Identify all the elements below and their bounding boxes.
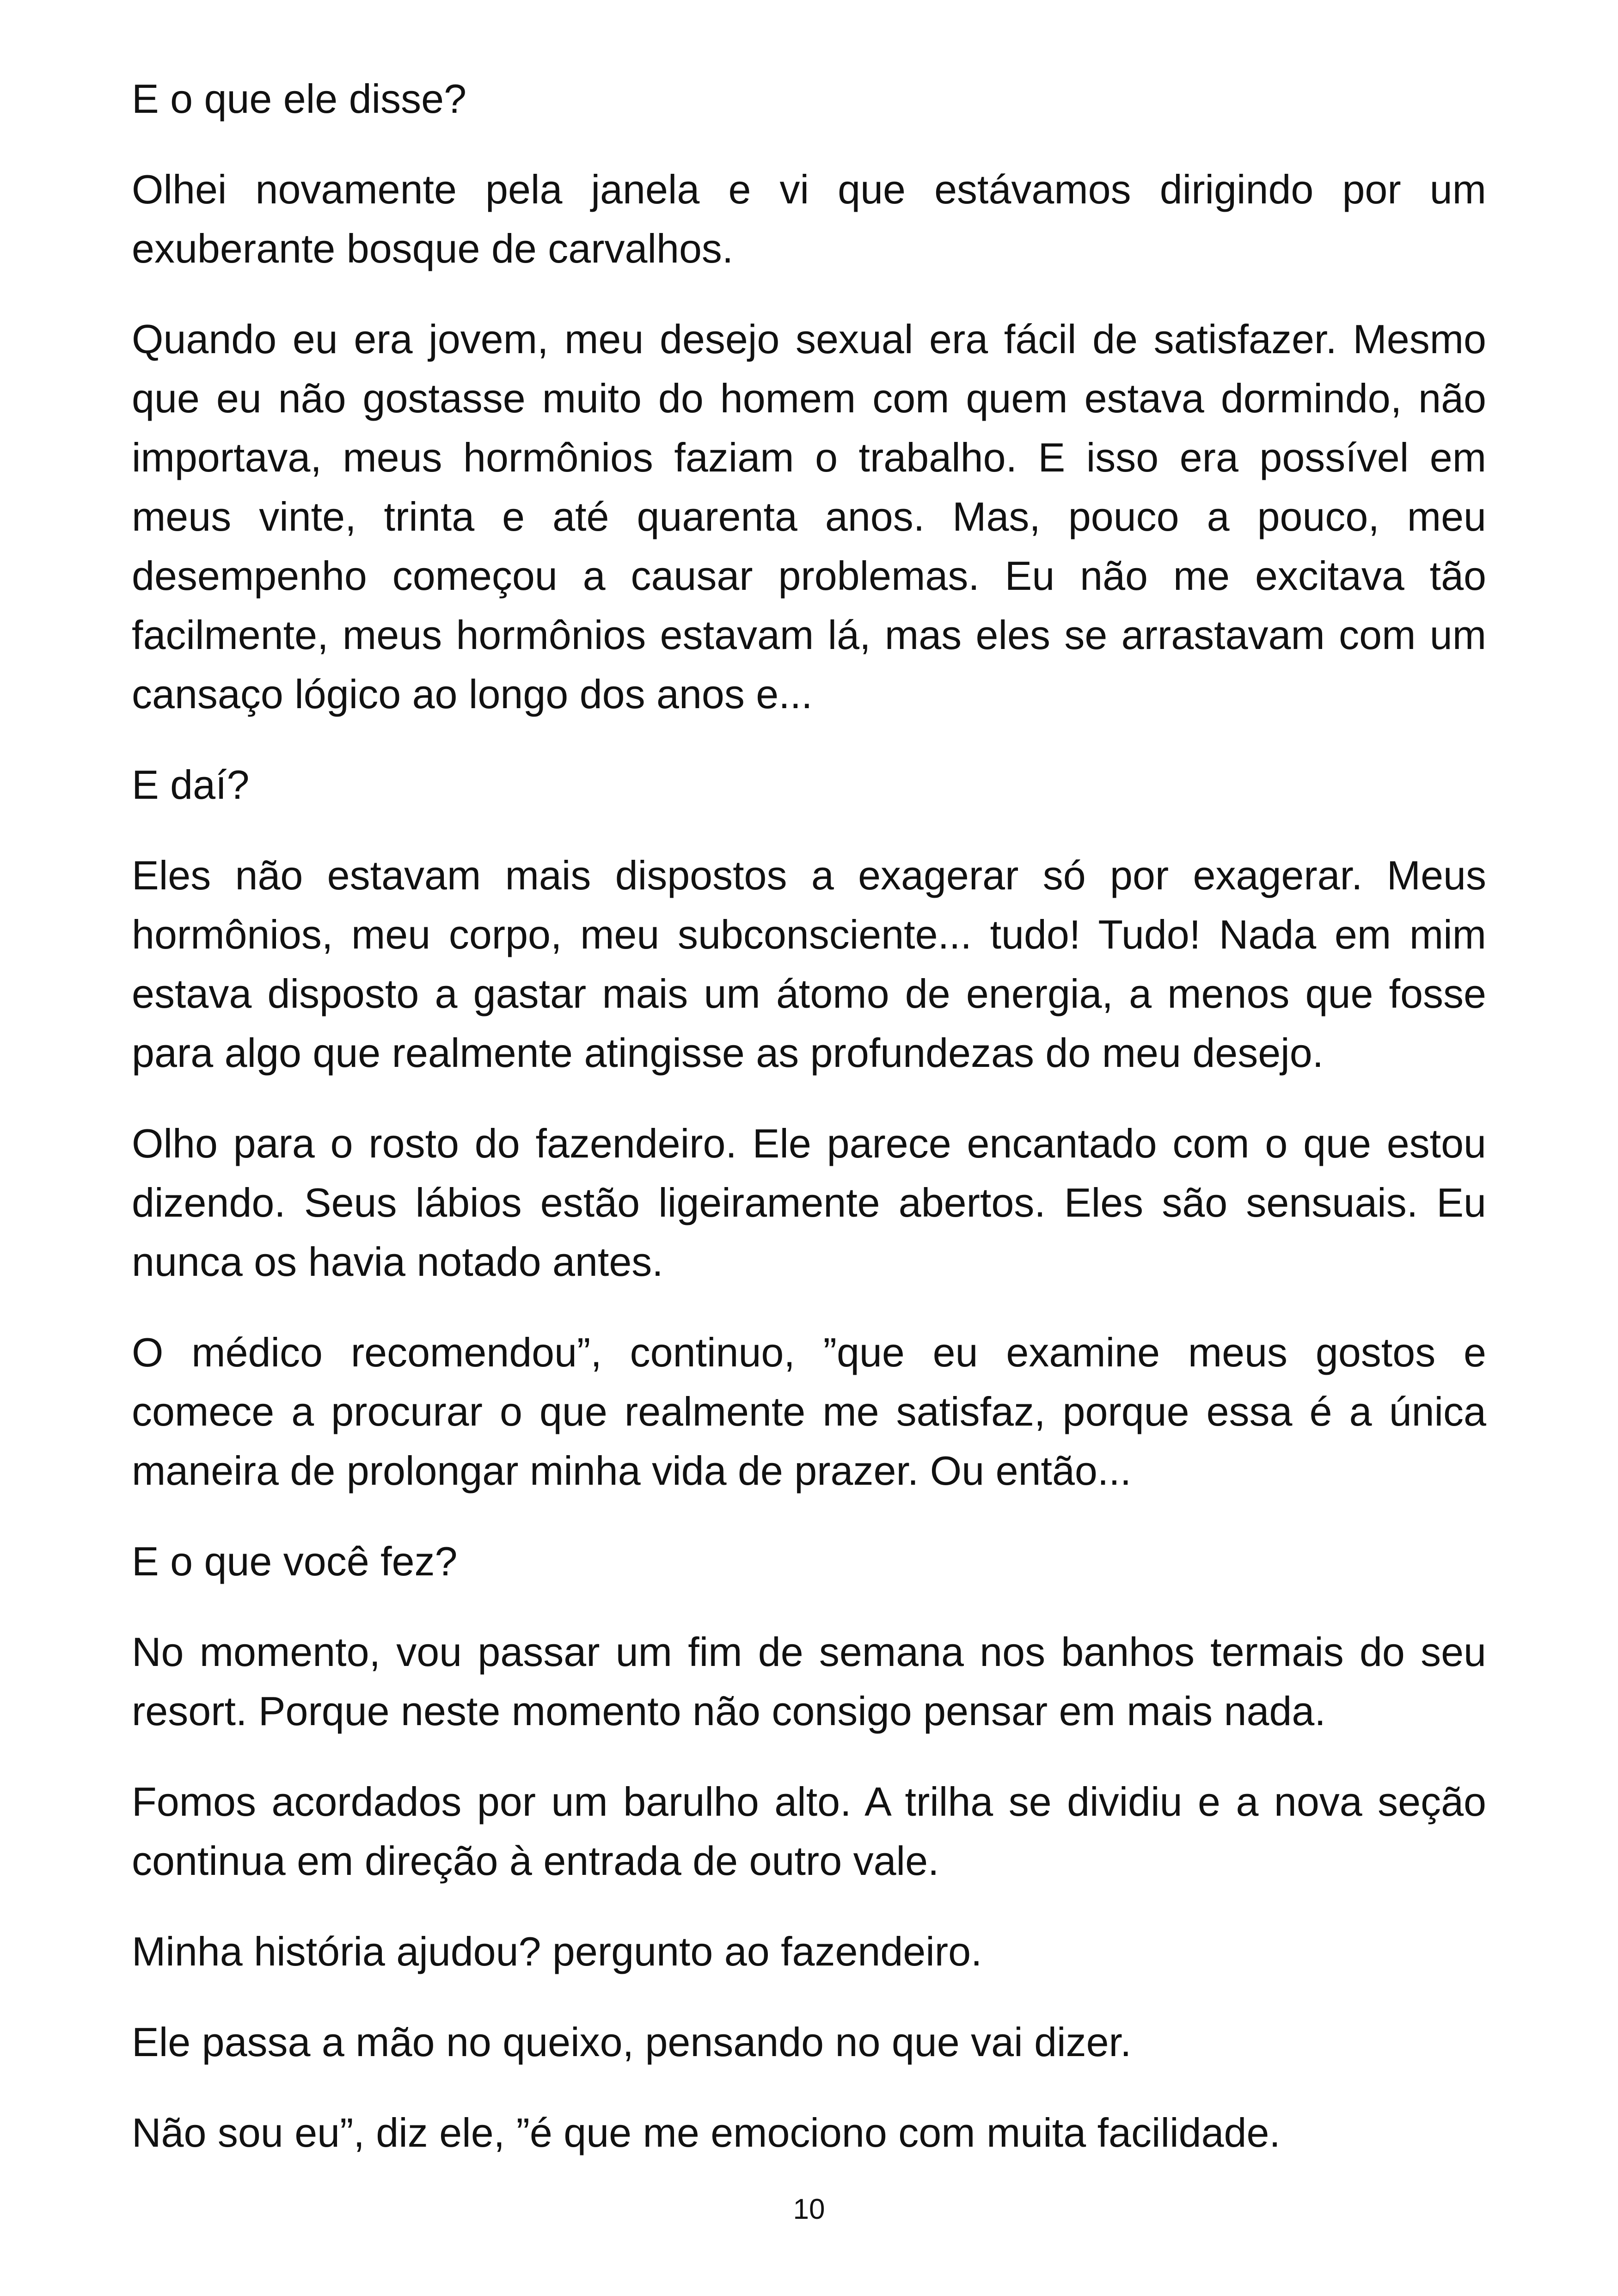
page-number: 10 — [793, 2193, 825, 2225]
paragraph: Olho para o rosto do fazendeiro. Ele parece encantado com o que estou dizendo. Seus lábios estão ligeiramente abertos. Eles são sensuais. Eu nunca os havia notado antes. — [132, 1120, 1486, 1285]
paragraph: O médico recomendou”, continuo, ”que eu examine meus gostos e comece a procurar o que realmente me satisfaz, porque essa é a única maneira de prolongar minha vida de prazer. Ou então... — [132, 1329, 1486, 1494]
paragraph: Ele passa a mão no queixo, pensando no que vai dizer. — [132, 2019, 1132, 2065]
paragraph: No momento, vou passar um fim de semana nos banhos termais do seu resort. Porque neste momento não consigo pensar em mais nada. — [132, 1629, 1486, 1734]
paragraph: Fomos acordados por um barulho alto. A trilha se dividiu e a nova seção continua em direção à entrada de outro vale. — [132, 1779, 1486, 1884]
paragraph: Eles não estavam mais dispostos a exagerar só por exagerar. Meus hormônios, meu corpo, meu subconsciente... tudo! Tudo! Nada em mim estava disposto a gastar mais um átomo de energia, a menos que fosse para algo que realmente atingisse as profundezas do meu desejo. — [132, 852, 1486, 1076]
paragraph: E o que ele disse? — [132, 76, 467, 122]
paragraph: Quando eu era jovem, meu desejo sexual era fácil de satisfazer. Mesmo que eu não gostasse muito do homem com quem estava dormindo, não importava, meus hormônios faziam o trabalho. E isso era possível em meus vinte, trinta e até quarenta anos. Mas, pouco a pouco, meu desempenho começou a causar problemas. Eu não me excitava tão facilmente, meus hormônios estavam lá, mas eles se arrastavam com um cansaço lógico ao longo dos anos e... — [132, 316, 1486, 717]
paragraph: Olhei novamente pela janela e vi que estávamos dirigindo por um exuberante bosque de carvalhos. — [132, 166, 1486, 271]
body-text — [132, 69, 1486, 2194]
paragraph: Minha história ajudou? pergunto ao fazendeiro. — [132, 1929, 982, 1974]
paragraph: E o que você fez? — [132, 1538, 458, 1584]
paragraph: E daí? — [132, 762, 250, 808]
paragraph: Não sou eu”, diz ele, ”é que me emociono com muita facilidade. — [132, 2110, 1281, 2155]
